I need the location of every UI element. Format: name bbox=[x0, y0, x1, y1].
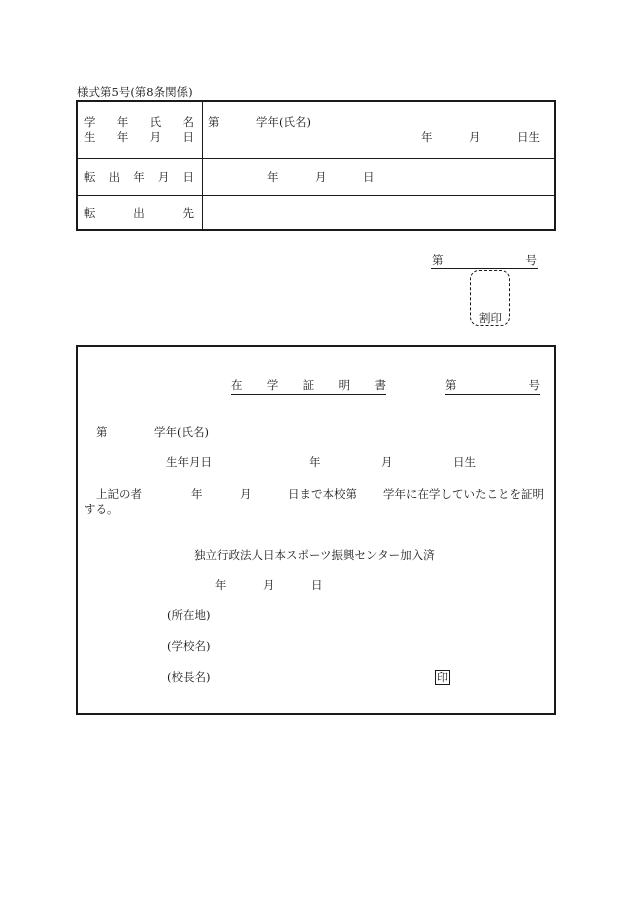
school-name-label: (学校名) bbox=[167, 639, 211, 653]
certificate-number-top bbox=[431, 254, 538, 269]
label-char: 学 bbox=[84, 115, 96, 129]
certificate-number bbox=[445, 380, 540, 395]
tally-seal-label: 割印 bbox=[479, 311, 502, 325]
label-transfer-date bbox=[84, 172, 194, 184]
title-char: 学 bbox=[266, 378, 279, 392]
label-char: 出 bbox=[108, 170, 121, 184]
title-char: 在 bbox=[231, 378, 243, 392]
title-char: 書 bbox=[374, 378, 386, 392]
title-char: 明 bbox=[338, 378, 351, 392]
label-char: 年 bbox=[116, 115, 129, 129]
issue-day-label: 日 bbox=[311, 578, 323, 592]
birth-day-label: 日生 bbox=[517, 130, 540, 144]
birth-day-label: 日生 bbox=[453, 455, 476, 469]
label-char: 転 bbox=[84, 206, 96, 220]
label-char: 日 bbox=[182, 130, 194, 144]
statement-enrolled: 学年に在学していたことを証明 bbox=[383, 487, 544, 501]
label-char: 月 bbox=[149, 130, 162, 144]
table-column-divider bbox=[202, 102, 203, 229]
birth-month-label: 月 bbox=[381, 455, 393, 469]
transfer-day-label: 日 bbox=[363, 170, 375, 184]
grade-prefix: 第 bbox=[96, 425, 108, 439]
cert-number-suffix: 号 bbox=[525, 253, 537, 267]
label-char: 出 bbox=[133, 206, 145, 220]
birth-year-label: 年 bbox=[421, 130, 433, 144]
statement-year: 年 bbox=[191, 487, 203, 501]
grade-name-label: 学年(氏名) bbox=[154, 425, 209, 439]
sports-center-membership: 独立行政法人日本スポーツ振興センター加入済 bbox=[194, 548, 435, 562]
label-char: 年 bbox=[133, 170, 145, 184]
enrollment-certificate bbox=[76, 345, 556, 715]
label-transfer-destination bbox=[84, 208, 194, 220]
table-row-divider bbox=[78, 195, 554, 196]
seal-stamp-icon: 印 bbox=[437, 671, 448, 684]
label-birthdate bbox=[84, 132, 194, 144]
label-char: 月 bbox=[157, 170, 170, 184]
cert-number-prefix: 第 bbox=[445, 378, 457, 392]
title-char: 証 bbox=[302, 378, 315, 392]
cert-number-suffix: 号 bbox=[528, 378, 540, 392]
tally-seal-box bbox=[470, 270, 510, 326]
grade-name-field-label: 学年(氏名) bbox=[256, 115, 311, 129]
statement-until: 日まで本校第 bbox=[288, 487, 357, 501]
transfer-year-label: 年 bbox=[267, 170, 279, 184]
birthdate-label: 生年月日 bbox=[166, 455, 212, 469]
label-char: 氏 bbox=[149, 115, 162, 129]
label-char: 日 bbox=[182, 170, 194, 184]
birth-year-label: 年 bbox=[309, 455, 321, 469]
grade-prefix: 第 bbox=[208, 115, 220, 129]
statement-end: する。 bbox=[84, 502, 119, 516]
label-char: 転 bbox=[84, 170, 96, 184]
statement-month: 月 bbox=[240, 487, 252, 501]
form-number-label: 様式第5号(第8条関係) bbox=[77, 85, 193, 99]
label-char: 年 bbox=[116, 130, 129, 144]
certificate-title bbox=[231, 380, 386, 395]
issue-year-label: 年 bbox=[215, 578, 227, 592]
statement-subject: 上記の者 bbox=[96, 487, 142, 501]
label-char: 生 bbox=[84, 130, 96, 144]
label-char: 先 bbox=[182, 206, 194, 220]
issue-month-label: 月 bbox=[263, 578, 275, 592]
label-char: 名 bbox=[182, 115, 194, 129]
label-grade-name bbox=[84, 117, 194, 129]
school-address-label: (所在地) bbox=[167, 608, 211, 622]
principal-name-label: (校長名) bbox=[167, 670, 211, 684]
transfer-info-table bbox=[76, 100, 556, 231]
table-row-divider bbox=[78, 158, 554, 159]
cert-number-prefix: 第 bbox=[432, 253, 444, 267]
birth-month-label: 月 bbox=[469, 130, 481, 144]
transfer-month-label: 月 bbox=[315, 170, 327, 184]
